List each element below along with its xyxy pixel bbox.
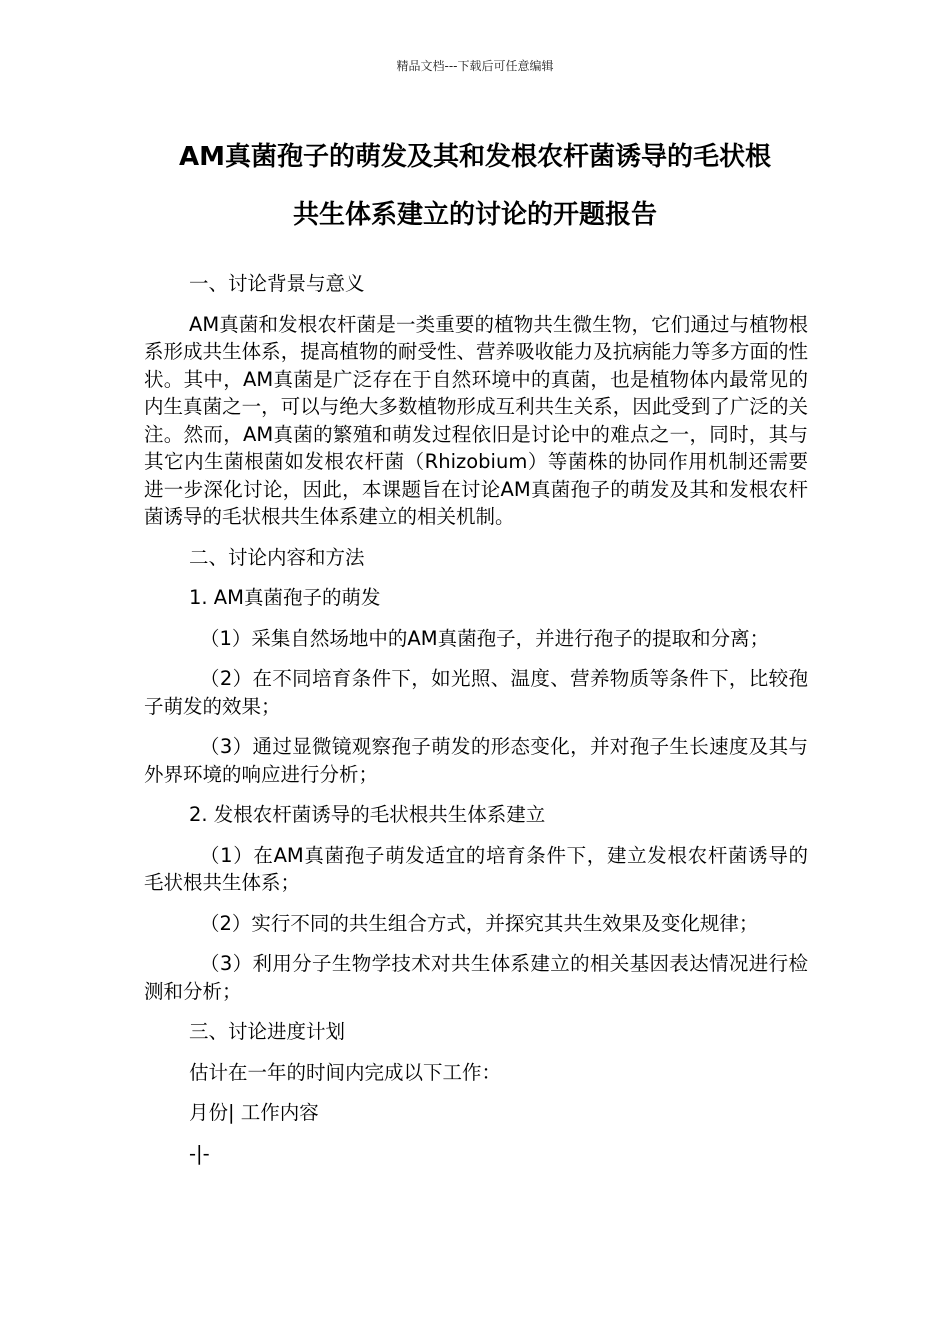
section-1-heading: 一、讨论背景与意义 (189, 272, 365, 295)
title-line-2: 共生体系建立的讨论的开题报告 (292, 200, 657, 230)
subsection-2-item-3: （3）利用分子生物学技术对共生体系建立的相关基因表达情况进行检测和分析； (144, 952, 808, 1003)
subsection-1-item-1: （1）采集自然场地中的AM真菌孢子，并进行孢子的提取和分离； (200, 626, 770, 650)
schedule-table-separator: -|- (189, 1141, 210, 1165)
section-3-intro: 估计在一年的时间内完成以下工作： (189, 1060, 502, 1084)
page-header-note: 精品文档---下载后可任意编辑 (396, 59, 554, 73)
document-title (140, 128, 810, 244)
section-1-paragraph: AM真菌和发根农杆菌是一类重要的植物共生微生物，它们通过与植物根系形成共生体系，提高植物的耐受性、营养吸收能力及抗病能力等多方面的性状。其中，AM真菌是广泛存在于自然环境中的真菌，也是植物体内最常见的内生真菌之一，可以与绝大多数植物形成互利共生关系，因此受到了广泛的关注。然而，AM真菌的繁殖和萌发过程依旧是讨论中的难点之一，同时，其与其它内生菌根菌如发根农杆菌（Rhizobium）等菌株的协同作用机制还需要进一步深化讨论，因此，本课题旨在讨论AM真菌孢子的萌发及其和发根农杆菌诱导的毛状根共生体系建立的相关机制。 (144, 312, 808, 528)
subsection-2-item-1: （1）在AM真菌孢子萌发适宜的培育条件下，建立发根农杆菌诱导的毛状根共生体系； (144, 843, 808, 894)
title-line-1: AM真菌孢子的萌发及其和发根农杆菌诱导的毛状根 (179, 142, 771, 172)
subsection-1-item-2: （2）在不同培育条件下，如光照、温度、营养物质等条件下，比较孢子萌发的效果； (144, 667, 808, 718)
subsection-1-item-3: （3）通过显微镜观察孢子萌发的形态变化，并对孢子生长速度及其与外界环境的响应进行分析； (144, 735, 808, 786)
subsection-1-heading: 1. AM真菌孢子的萌发 (189, 586, 381, 609)
schedule-table-header: 月份| 工作内容 (189, 1101, 319, 1124)
section-2-heading: 二、讨论内容和方法 (189, 545, 365, 569)
section-3-heading: 三、讨论进度计划 (189, 1020, 346, 1043)
subsection-2-heading: 2. 发根农杆菌诱导的毛状根共生体系建立 (189, 803, 546, 826)
subsection-2-item-2: （2）实行不同的共生组合方式，并探究其共生效果及变化规律； (200, 911, 759, 935)
document-body (144, 270, 808, 1180)
